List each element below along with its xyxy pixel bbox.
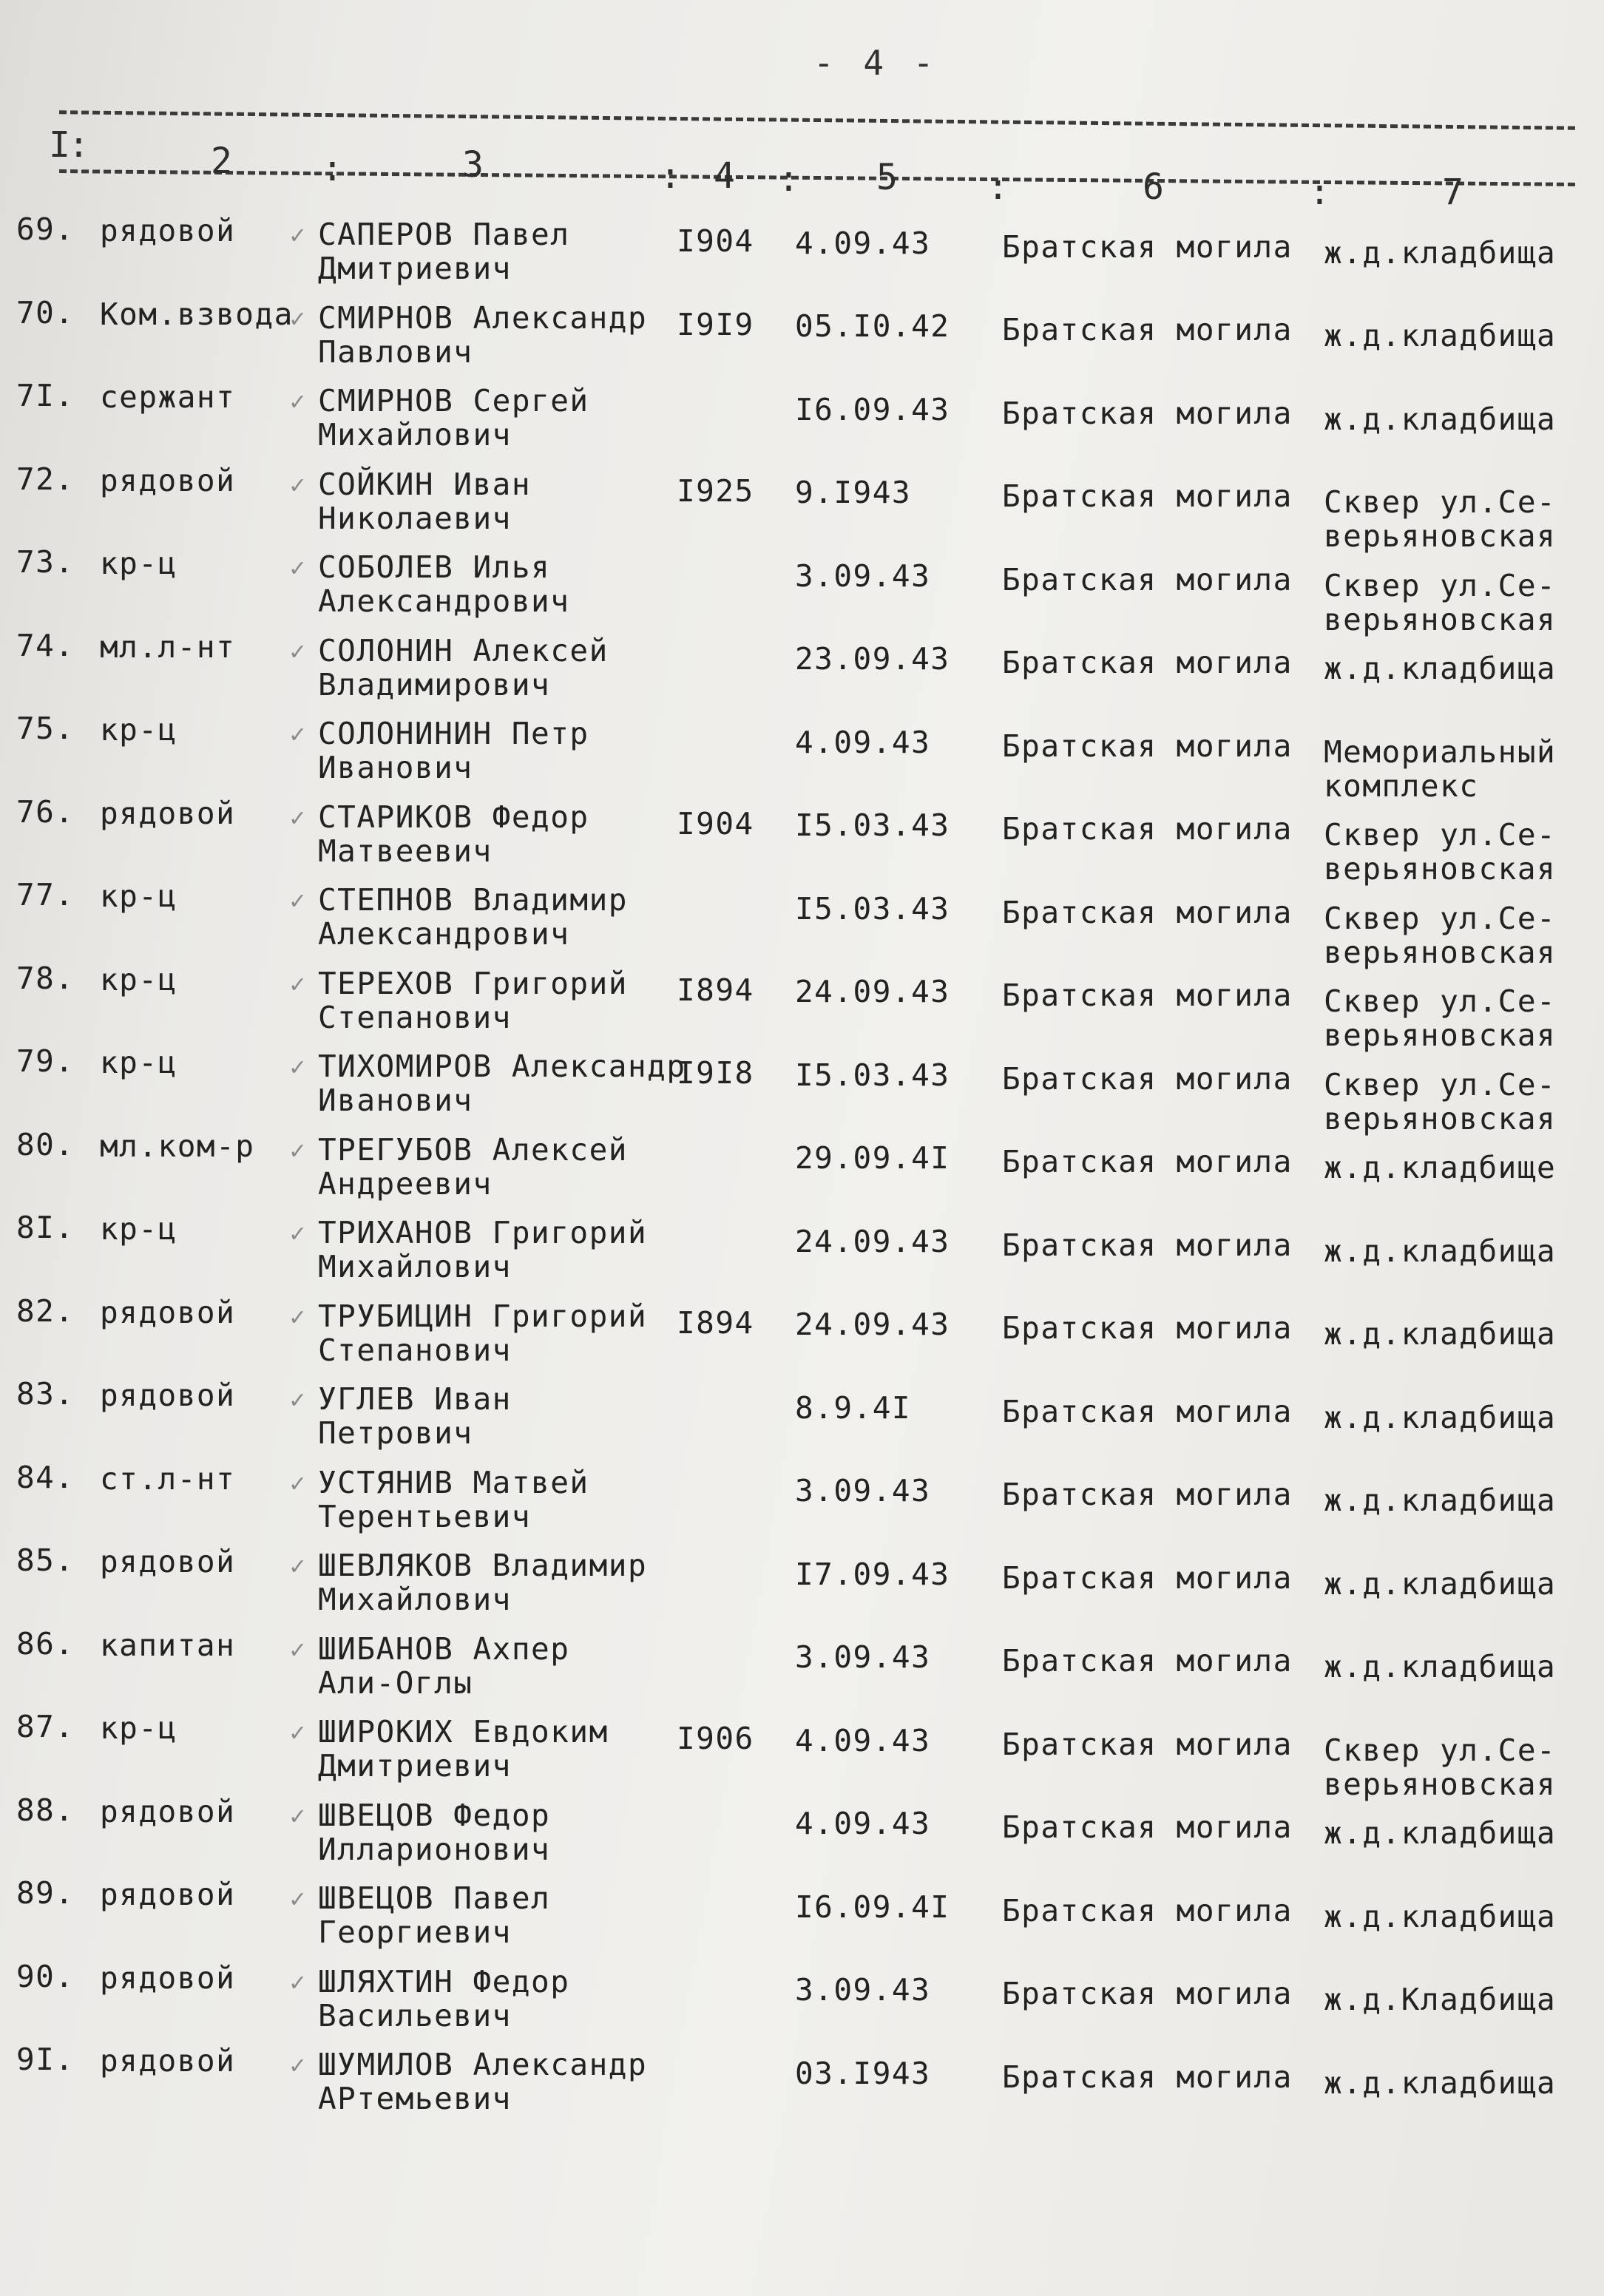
check-mark-icon: ✓ xyxy=(290,1052,305,1082)
check-mark-icon: ✓ xyxy=(290,303,305,333)
burial-type: Братская могила xyxy=(1002,478,1293,515)
list-item xyxy=(0,711,1604,804)
birth-year: I904 xyxy=(677,223,754,260)
death-date: 05.I0.42 xyxy=(795,308,950,345)
death-date: 24.09.43 xyxy=(795,974,950,1010)
surname-name: УСТЯНИВ Матвей xyxy=(318,1464,589,1500)
burial-type: Братская могила xyxy=(1002,1393,1293,1429)
check-mark-icon: ✓ xyxy=(290,719,305,749)
surname-name: ТЕРЕХОВ Григорий xyxy=(318,965,628,1001)
check-mark-icon: ✓ xyxy=(290,1967,305,1997)
header-separator: : xyxy=(987,166,1009,208)
burial-place-continued: верьяновская xyxy=(1324,601,1557,637)
birth-year: I9I8 xyxy=(677,1055,754,1091)
burial-type: Братская могила xyxy=(1002,561,1293,597)
header-col-7: 7 xyxy=(1442,172,1463,213)
rank: кр-ц xyxy=(100,712,177,748)
burial-type: Братская могила xyxy=(1002,1477,1293,1513)
check-mark-icon: ✓ xyxy=(290,1385,305,1415)
death-date: 4.09.43 xyxy=(795,1806,931,1842)
list-item xyxy=(0,2043,1604,2126)
list-item xyxy=(0,1794,1604,1877)
check-mark-icon: ✓ xyxy=(290,886,305,915)
check-mark-icon: ✓ xyxy=(290,1718,305,1747)
rank: рядовой xyxy=(100,1378,236,1414)
surname-name: ШВЕЦОВ Федор xyxy=(318,1797,551,1833)
patronymic: Иванович xyxy=(318,750,473,786)
list-item xyxy=(0,1043,1604,1137)
row-number: 7I. xyxy=(16,378,75,413)
patronymic: Али-Оглы xyxy=(318,1665,473,1701)
burial-place-continued: верьяновская xyxy=(1324,1100,1557,1137)
surname-name: ШУМИЛОВ Александр xyxy=(318,2047,648,2083)
rank: мл.ком-р xyxy=(100,1128,255,1164)
list-item xyxy=(0,213,1604,296)
header-col-6: 6 xyxy=(1143,166,1164,208)
death-date: 4.09.43 xyxy=(795,225,931,261)
header-bottom-rule xyxy=(59,169,1575,186)
row-number: 90. xyxy=(16,1958,75,1994)
rank: кр-ц xyxy=(100,1211,177,1247)
death-date: 24.09.43 xyxy=(795,1223,950,1259)
check-mark-icon: ✓ xyxy=(290,470,305,500)
burial-place: ж.д.кладбища xyxy=(1324,1649,1557,1685)
burial-type: Братская могила xyxy=(1002,894,1293,930)
surname-name: ТРИХАНОВ Григорий xyxy=(318,1215,648,1251)
list-item xyxy=(0,294,1604,379)
surname-name: СМИРНОВ Сергей xyxy=(318,383,589,419)
rank: рядовой xyxy=(100,213,236,249)
patronymic: Илларионович xyxy=(318,1831,551,1867)
burial-type: Братская могила xyxy=(1002,1060,1293,1097)
header-separator: : xyxy=(322,148,343,189)
rank: рядовой xyxy=(100,1793,236,1829)
burial-place: ж.д.кладбище xyxy=(1324,1150,1557,1186)
death-date: 23.09.43 xyxy=(795,641,950,677)
rank: Ком.взвода xyxy=(100,296,294,332)
death-date: 03.I943 xyxy=(795,2055,931,2091)
burial-type: Братская могила xyxy=(1002,1310,1293,1347)
check-mark-icon: ✓ xyxy=(290,1301,305,1332)
burial-type: Братская могила xyxy=(1002,1892,1293,1928)
burial-place: Сквер ул.Се- xyxy=(1324,484,1557,521)
death-date: 24.09.43 xyxy=(795,1307,950,1343)
patronymic: Степанович xyxy=(318,999,512,1035)
surname-name: УГЛЕВ Иван xyxy=(318,1381,512,1418)
death-date: I5.03.43 xyxy=(795,807,950,844)
patronymic: Михайлович xyxy=(318,1249,512,1285)
rank: капитан xyxy=(100,1627,236,1663)
death-date: 29.09.4I xyxy=(795,1140,950,1176)
check-mark-icon: ✓ xyxy=(290,1551,305,1581)
surname-name: ШЛЯХТИН Федор xyxy=(318,1963,570,1999)
death-date: 3.09.43 xyxy=(795,1639,931,1676)
burial-type: Братская могила xyxy=(1002,228,1293,265)
patronymic: Петрович xyxy=(318,1415,473,1452)
row-number: 87. xyxy=(16,1709,75,1744)
surname-name: ШВЕЦОВ Павел xyxy=(318,1880,551,1917)
surname-name: ТРУБИЦИН Григорий xyxy=(318,1298,648,1334)
patronymic: АРтемьевич xyxy=(318,2081,512,2117)
death-date: I5.03.43 xyxy=(795,1057,950,1093)
burial-place: ж.д.кладбища xyxy=(1324,1565,1557,1602)
birth-year: I894 xyxy=(677,1304,754,1341)
surname-name: САПЕРОВ Павел xyxy=(318,217,570,253)
rank: рядовой xyxy=(100,1544,236,1580)
patronymic: Терентьевич xyxy=(318,1498,532,1534)
rank: рядовой xyxy=(100,1960,236,1996)
burial-place-continued: комплекс xyxy=(1324,768,1479,804)
list-item xyxy=(0,1128,1604,1211)
burial-place-continued: верьяновская xyxy=(1324,518,1557,555)
birth-year: I904 xyxy=(677,805,754,841)
list-item xyxy=(0,1625,1604,1710)
burial-place: Сквер ул.Се- xyxy=(1324,1066,1557,1103)
patronymic: Васильевич xyxy=(318,1997,512,2033)
birth-year: I9I9 xyxy=(677,306,754,342)
patronymic: Павлович xyxy=(318,333,473,370)
rank: ст.л-нт xyxy=(100,1460,236,1497)
row-number: 78. xyxy=(16,960,75,996)
page-number: - 4 - xyxy=(813,43,938,83)
burial-type: Братская могила xyxy=(1002,645,1293,681)
list-item xyxy=(0,1378,1604,1460)
row-number: 83. xyxy=(16,1376,75,1412)
death-date: I6.09.43 xyxy=(795,391,950,427)
birth-year: I925 xyxy=(677,473,754,509)
burial-place: ж.д.кладбища xyxy=(1324,1399,1557,1435)
burial-place: ж.д.кладбища xyxy=(1324,318,1557,354)
list-item xyxy=(0,1461,1604,1544)
check-mark-icon: ✓ xyxy=(290,1634,305,1665)
list-item xyxy=(0,960,1604,1054)
death-date: 3.09.43 xyxy=(795,1972,931,2008)
check-mark-icon: ✓ xyxy=(290,636,305,666)
burial-type: Братская могила xyxy=(1002,1976,1293,2012)
check-mark-icon: ✓ xyxy=(290,2051,305,2080)
burial-place: Сквер ул.Се- xyxy=(1324,1732,1557,1768)
list-item xyxy=(0,1211,1604,1294)
death-date: 9.I943 xyxy=(795,475,912,511)
patronymic: Дмитриевич xyxy=(318,1748,512,1784)
burial-place: ж.д.Кладбища xyxy=(1324,1982,1557,2018)
burial-place: Сквер ул.Се- xyxy=(1324,983,1557,1020)
surname-name: ШИРОКИХ Евдоким xyxy=(318,1714,609,1750)
row-number: 89. xyxy=(16,1875,75,1911)
burial-type: Братская могила xyxy=(1002,1809,1293,1846)
list-item xyxy=(0,461,1604,555)
burial-type: Братская могила xyxy=(1002,811,1293,847)
burial-type: Братская могила xyxy=(1002,312,1293,348)
header-col-4: 4 xyxy=(714,155,735,197)
burial-place: ж.д.кладбища xyxy=(1324,2065,1557,2101)
rank: рядовой xyxy=(100,1294,236,1330)
rank: сержант xyxy=(100,379,236,416)
death-date: I7.09.43 xyxy=(795,1556,950,1592)
burial-type: Братская могила xyxy=(1002,395,1293,431)
burial-type: Братская могила xyxy=(1002,1643,1293,1679)
surname-name: ТРЕГУБОВ Алексей xyxy=(318,1131,628,1168)
burial-place-continued: верьяновская xyxy=(1324,1766,1557,1802)
surname-name: СОЛОНИНИН Петр xyxy=(318,716,589,752)
burial-place: ж.д.кладбища xyxy=(1324,234,1557,271)
burial-place: Сквер ул.Се- xyxy=(1324,817,1557,853)
death-date: 8.9.4I xyxy=(795,1389,912,1426)
patronymic: Михайлович xyxy=(318,417,512,453)
row-number: 84. xyxy=(16,1459,75,1495)
burial-place: ж.д.кладбища xyxy=(1324,401,1557,437)
surname-name: СМИРНОВ Александр xyxy=(318,299,648,336)
rank: рядовой xyxy=(100,1877,236,1913)
surname-name: ТИХОМИРОВ Александр xyxy=(318,1049,686,1085)
list-item xyxy=(0,629,1604,712)
surname-name: СТАРИКОВ Федор xyxy=(318,799,589,835)
header-separator: : xyxy=(778,158,799,200)
list-item xyxy=(0,877,1604,970)
rank: кр-ц xyxy=(100,1045,177,1081)
row-number: 75. xyxy=(16,711,75,746)
check-mark-icon: ✓ xyxy=(290,1135,305,1165)
patronymic: Владимирович xyxy=(318,666,551,702)
header-separator: : xyxy=(660,155,681,197)
check-mark-icon: ✓ xyxy=(290,1219,305,1248)
row-number: 8I. xyxy=(16,1210,75,1245)
rank: мл.л-нт xyxy=(100,629,236,665)
list-item xyxy=(0,1295,1604,1378)
header-col-3: 3 xyxy=(462,144,484,186)
row-number: 77. xyxy=(16,877,75,912)
rank: кр-ц xyxy=(100,961,177,998)
header-col-1: I xyxy=(49,124,70,166)
list-item xyxy=(0,1960,1604,2043)
rank: кр-ц xyxy=(100,878,177,915)
patronymic: Александрович xyxy=(318,583,570,620)
row-number: 79. xyxy=(16,1043,75,1079)
surname-name: СОЛОНИН Алексей xyxy=(318,632,609,668)
birth-year: I894 xyxy=(677,972,754,1008)
burial-type: Братская могила xyxy=(1002,728,1293,764)
header-separator: : xyxy=(68,124,89,166)
row-number: 80. xyxy=(16,1126,75,1162)
burial-place-continued: верьяновская xyxy=(1324,934,1557,970)
burial-place: ж.д.кладбища xyxy=(1324,1316,1557,1352)
burial-type: Братская могила xyxy=(1002,1144,1293,1180)
check-mark-icon: ✓ xyxy=(290,1801,305,1831)
rank: кр-ц xyxy=(100,546,177,582)
list-item xyxy=(0,379,1604,462)
list-item xyxy=(0,1709,1604,1802)
surname-name: СОЙКИН Иван xyxy=(318,466,532,502)
patronymic: Георгиевич xyxy=(318,1914,512,1951)
row-number: 76. xyxy=(16,793,75,830)
burial-type: Братская могила xyxy=(1002,1726,1293,1762)
burial-place: Сквер ул.Се- xyxy=(1324,567,1557,603)
death-date: 3.09.43 xyxy=(795,1473,931,1509)
burial-place-continued: верьяновская xyxy=(1324,1017,1557,1054)
row-number: 73. xyxy=(16,544,75,580)
list-item xyxy=(0,1544,1604,1627)
surname-name: СТЕПНОВ Владимир xyxy=(318,882,628,918)
burial-place-continued: верьяновская xyxy=(1324,851,1557,887)
patronymic: Дмитриевич xyxy=(318,251,512,287)
row-number: 85. xyxy=(16,1542,75,1578)
row-number: 72. xyxy=(16,461,75,497)
burial-type: Братская могила xyxy=(1002,978,1293,1014)
list-item xyxy=(0,793,1604,887)
burial-type: Братская могила xyxy=(1002,1560,1293,1596)
check-mark-icon: ✓ xyxy=(290,1468,305,1498)
burial-place: ж.д.кладбища xyxy=(1324,651,1557,687)
death-date: 3.09.43 xyxy=(795,558,931,594)
rank: кр-ц xyxy=(100,1710,177,1747)
death-date: I5.03.43 xyxy=(795,890,950,927)
burial-place: ж.д.кладбища xyxy=(1324,1898,1557,1934)
patronymic: Михайлович xyxy=(318,1582,512,1618)
surname-name: ШИБАНОВ Ахпер xyxy=(318,1630,570,1667)
patronymic: Николаевич xyxy=(318,500,512,536)
check-mark-icon: ✓ xyxy=(290,1884,305,1914)
header-col-2: 2 xyxy=(211,140,232,182)
check-mark-icon: ✓ xyxy=(290,802,305,833)
check-mark-icon: ✓ xyxy=(290,553,305,583)
row-number: 86. xyxy=(16,1625,75,1662)
burial-place: Сквер ул.Се- xyxy=(1324,900,1557,936)
patronymic: Иванович xyxy=(318,1083,473,1119)
death-date: I6.09.4I xyxy=(795,1889,950,1925)
rank: рядовой xyxy=(100,2043,236,2079)
check-mark-icon: ✓ xyxy=(290,387,305,416)
surname-name: ШЕВЛЯКОВ Владимир xyxy=(318,1548,648,1584)
burial-place: ж.д.кладбища xyxy=(1324,1483,1557,1519)
burial-place: ж.д.кладбища xyxy=(1324,1233,1557,1269)
header-top-rule xyxy=(59,110,1575,129)
surname-name: СОБОЛЕВ Илья xyxy=(318,549,551,586)
list-item xyxy=(0,544,1604,637)
rank: рядовой xyxy=(100,795,236,831)
list-item xyxy=(0,1877,1604,1960)
burial-place: ж.д.кладбища xyxy=(1324,1815,1557,1852)
death-date: 4.09.43 xyxy=(795,724,931,760)
check-mark-icon: ✓ xyxy=(290,220,305,250)
patronymic: Александрович xyxy=(318,916,570,952)
row-number: 9I. xyxy=(16,2042,75,2077)
burial-type: Братская могила xyxy=(1002,2059,1293,2095)
check-mark-icon: ✓ xyxy=(290,969,305,999)
birth-year: I906 xyxy=(677,1721,754,1757)
row-number: 69. xyxy=(16,211,75,247)
row-number: 74. xyxy=(16,627,75,663)
rank: рядовой xyxy=(100,462,236,498)
row-number: 82. xyxy=(16,1293,75,1329)
header-col-5: 5 xyxy=(876,157,898,198)
burial-place: Мемориальный xyxy=(1324,734,1557,770)
row-number: 70. xyxy=(16,294,75,331)
death-date: 4.09.43 xyxy=(795,1722,931,1758)
patronymic: Матвеевич xyxy=(318,833,493,869)
burial-type: Братская могила xyxy=(1002,1227,1293,1263)
header-separator: : xyxy=(1309,172,1330,213)
patronymic: Степанович xyxy=(318,1332,512,1368)
patronymic: Андреевич xyxy=(318,1165,493,1202)
row-number: 88. xyxy=(16,1792,75,1828)
